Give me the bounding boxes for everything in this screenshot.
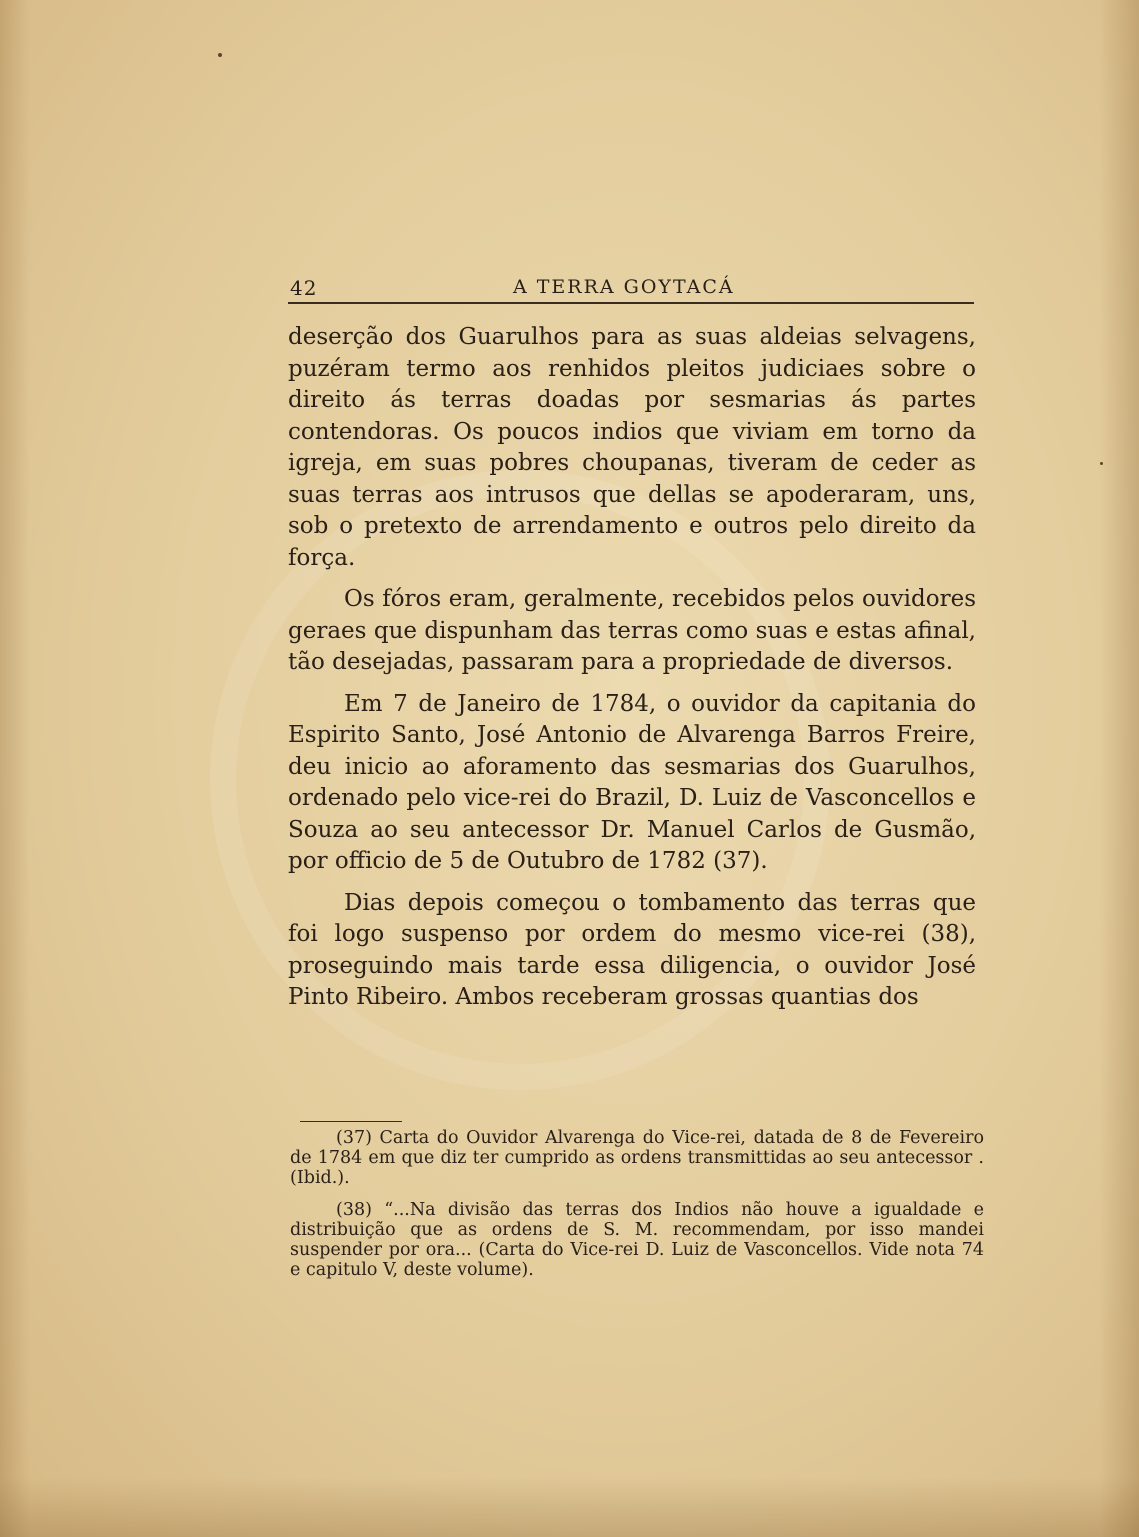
footnotes [290, 1128, 984, 1292]
footnote-separator [300, 1121, 402, 1122]
paragraph: Dias depois começou o tombamento das terras que foi logo suspenso por ordem do mesmo vice-rei (38), proseguindo mais tarde essa diligencia, o ouvidor José Pinto Ribeiro. Ambos receberam grossas quantias dos [288, 889, 976, 1010]
paragraph: Os fóros eram, geralmente, recebidos pelos ouvidores geraes que dispunham das terras como suas e estas afinal, tão desejadas, passaram para a propriedade de diversos. [288, 586, 976, 675]
page-number: 42 [290, 276, 318, 300]
page-edge-shadow-left [0, 0, 30, 1537]
footnote-38: (38) “...Na divisão das terras dos Indios não houve a igualdade e distribuição que as ordens de S. M. recommendam, por isso mandei suspender por ora... (Carta do Vice-rei D. Luiz de Vasconcellos. Vide nota 74 e capitulo V, deste volume). [290, 1200, 984, 1280]
paper-speck [1100, 462, 1103, 465]
page-edge-shadow-right [1099, 0, 1139, 1537]
running-header [288, 272, 974, 304]
paper-speck [218, 53, 222, 57]
page-edge-shadow-bottom [0, 1477, 1139, 1537]
body-text [288, 322, 976, 1024]
footnote-37: (37) Carta do Ouvidor Alvarenga do Vice-rei, datada de 8 de Fevereiro de 1784 em que diz ter cumprido as ordens transmittidas ao seu antecessor .(Ibid.). [290, 1128, 984, 1188]
paragraph: Em 7 de Janeiro de 1784, o ouvidor da capitania do Espirito Santo, José Antonio de Alvarenga Barros Freire, deu inicio ao aforamento das sesmarias dos Guarulhos, ordenado pelo vice-rei do Brazil, D. Luiz de Vasconcellos e Souza ao seu antecessor Dr. Manuel Carlos de Gusmão, por officio de 5 de Outubro de 1782 (37). [288, 690, 976, 874]
paragraph: deserção dos Guarulhos para as suas aldeias selvagens, puzéram termo aos renhidos pleitos judiciaes sobre o direito ás terras doadas por sesmarias ás partes contendoras. Os poucos indios que viviam em torno da igreja, em suas pobres choupanas, tiveram de ceder as suas terras aos intrusos que dellas se apoderaram, uns, sob o pretexto de arrendamento e outros pelo direito da força. [288, 324, 976, 571]
running-title: A TERRA GOYTACÁ [513, 276, 735, 298]
